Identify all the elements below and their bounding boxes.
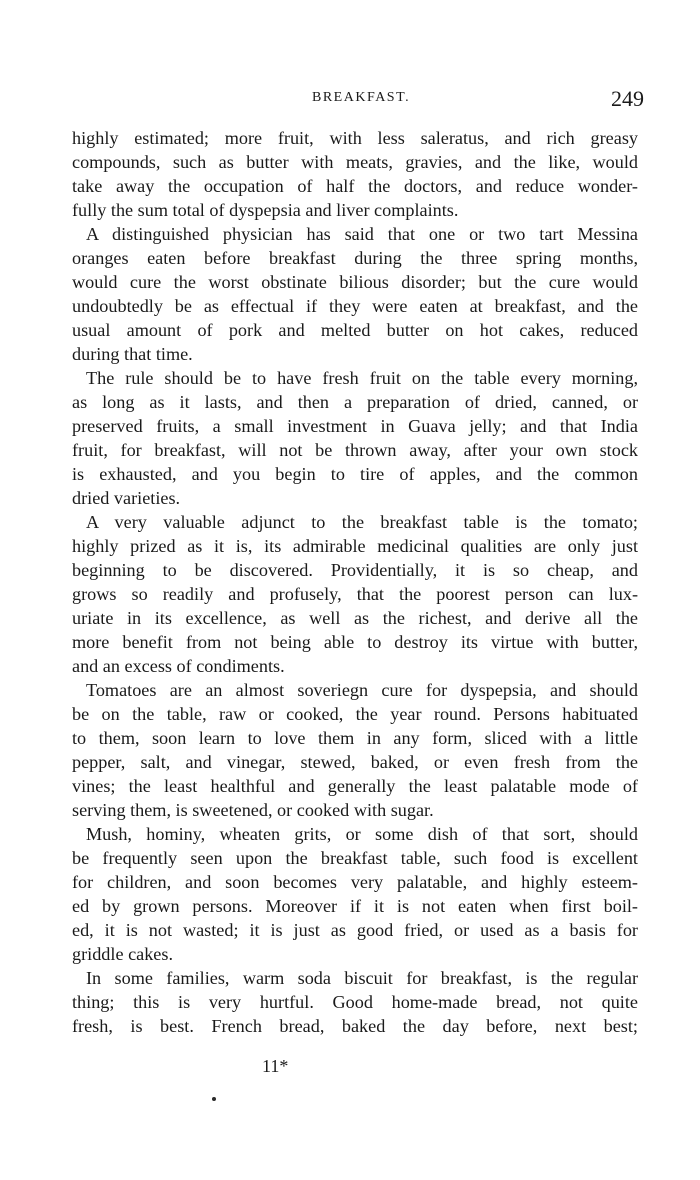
text-line: A very valuable adjunct to the breakfast table is the tomato; bbox=[86, 512, 638, 532]
text-line: be frequently seen upon the breakfast table, such food is excellent bbox=[72, 848, 638, 868]
text-line: fresh, is best. French bread, baked the day before, next best; bbox=[72, 1016, 638, 1036]
running-head: BREAKFAST. bbox=[312, 90, 411, 105]
text-line: highly estimated; more fruit, with less saleratus, and rich greasy bbox=[72, 128, 638, 148]
text-line: to them, soon learn to love them in any form, sliced with a little bbox=[72, 728, 638, 748]
text-line: usual amount of pork and melted butter on hot cakes, reduced bbox=[72, 320, 638, 340]
text-line: oranges eaten before breakfast during the three spring months, bbox=[72, 248, 638, 268]
text-line: during that time. bbox=[72, 344, 193, 364]
text-line: undoubtedly be as effectual if they were eaten at breakfast, and the bbox=[72, 296, 638, 316]
text-line: be on the table, raw or cooked, the year round. Persons habituated bbox=[72, 704, 638, 724]
text-line: beginning to be discovered. Providentially, it is so cheap, and bbox=[72, 560, 638, 580]
text-line: preserved fruits, a small investment in Guava jelly; and that India bbox=[72, 416, 638, 436]
text-line: more benefit from not being able to destroy its virtue with butter, bbox=[72, 632, 638, 652]
text-line: uriate in its excellence, as well as the richest, and derive all the bbox=[72, 608, 638, 628]
text-line: The rule should be to have fresh fruit on the table every morning, bbox=[86, 368, 638, 388]
text-line: for children, and soon becomes very palatable, and highly esteem- bbox=[72, 872, 638, 892]
text-line: fully the sum total of dyspepsia and liver complaints. bbox=[72, 200, 459, 220]
page-header bbox=[72, 86, 644, 116]
text-line: would cure the worst obstinate bilious disorder; but the cure would bbox=[72, 272, 638, 292]
text-line: serving them, is sweetened, or cooked with sugar. bbox=[72, 800, 434, 820]
text-line: highly prized as it is, its admirable medicinal qualities are only just bbox=[72, 536, 638, 556]
text-line: and an excess of condiments. bbox=[72, 656, 285, 676]
text-line: Tomatoes are an almost soveriegn cure for dyspepsia, and should bbox=[86, 680, 638, 700]
text-line: dried varieties. bbox=[72, 488, 181, 508]
text-line: is exhausted, and you begin to tire of apples, and the common bbox=[72, 464, 638, 484]
text-line: as long as it lasts, and then a preparation of dried, canned, or bbox=[72, 392, 638, 412]
page-number: 249 bbox=[611, 86, 644, 111]
text-line: take away the occupation of half the doctors, and reduce wonder- bbox=[72, 176, 638, 196]
signature-mark: 11* bbox=[262, 1056, 289, 1076]
text-line: compounds, such as butter with meats, gravies, and the like, would bbox=[72, 152, 638, 172]
body-text bbox=[72, 126, 638, 1038]
text-line: vines; the least healthful and generally the least palatable mode of bbox=[72, 776, 638, 796]
text-line: pepper, salt, and vinegar, stewed, baked, or even fresh from the bbox=[72, 752, 638, 772]
text-line: ed, it is not wasted; it is just as good fried, or used as a basis for bbox=[72, 920, 638, 940]
text-line: In some families, warm soda biscuit for breakfast, is the regular bbox=[86, 968, 638, 988]
text-line: thing; this is very hurtful. Good home-made bread, not quite bbox=[72, 992, 638, 1012]
text-line: A distinguished physician has said that one or two tart Messina bbox=[86, 224, 638, 244]
text-line: fruit, for breakfast, will not be thrown away, after your own stock bbox=[72, 440, 638, 460]
ink-speck bbox=[212, 1097, 216, 1101]
text-line: griddle cakes. bbox=[72, 944, 173, 964]
text-line: ed by grown persons. Moreover if it is not eaten when first boil- bbox=[72, 896, 638, 916]
text-line: grows so readily and profusely, that the poorest person can lux- bbox=[72, 584, 638, 604]
text-line: Mush, hominy, wheaten grits, or some dish of that sort, should bbox=[86, 824, 638, 844]
